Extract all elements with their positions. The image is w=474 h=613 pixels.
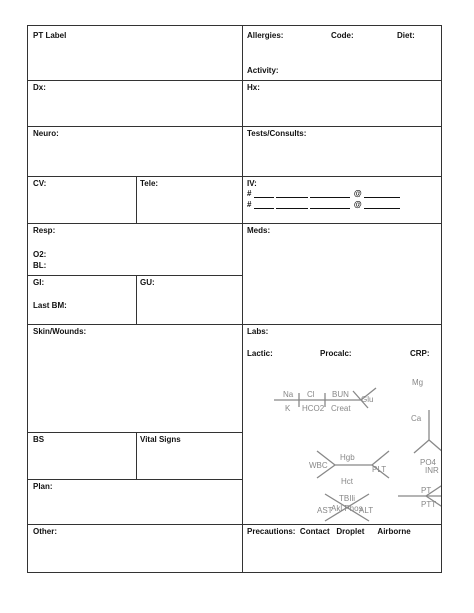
contact-option: Contact: [299, 527, 330, 536]
row-divider: [28, 432, 242, 433]
lab-mg-html: Mg: [412, 378, 424, 387]
column-divider: [136, 275, 137, 324]
iv-at: @: [353, 200, 362, 209]
row-divider: [28, 524, 441, 525]
lab-hco2: HCO2: [302, 404, 325, 413]
bs-field: BS: [33, 435, 45, 444]
dx-field: Dx:: [33, 83, 46, 92]
iv-at: @: [353, 189, 362, 198]
gu-field: GU:: [140, 278, 155, 287]
patient-report-sheet: [27, 25, 442, 573]
lab-pt: PT: [421, 486, 432, 495]
o2-field: O2:: [33, 250, 47, 259]
lab-ptt: PTT: [421, 500, 437, 509]
lactic-field: Lactic:: [247, 349, 273, 358]
column-divider: [136, 432, 137, 479]
lab-wbc: WBC: [309, 461, 328, 470]
row-divider: [28, 126, 441, 127]
lab-glu: Glu: [361, 395, 374, 404]
cv-field: CV:: [33, 179, 47, 188]
precautions-line: [247, 527, 411, 536]
lab-hgb: Hgb: [340, 453, 355, 462]
iv-line-2: [247, 200, 402, 209]
lab-alt: ALT: [359, 506, 374, 515]
labs-field: Labs:: [247, 327, 269, 336]
last-bm-field: Last BM:: [33, 301, 67, 310]
other-field: Other:: [33, 527, 57, 536]
vital-signs-field: Vital Signs: [140, 435, 181, 444]
lab-k: K: [285, 404, 291, 413]
column-divider: [136, 176, 137, 223]
skin-wounds-field: Skin/Wounds:: [33, 327, 87, 336]
tele-field: Tele:: [140, 179, 159, 188]
procalc-field: Procalc:: [320, 349, 352, 358]
neuro-field: Neuro:: [33, 129, 59, 138]
airborne-option: Airborne: [377, 527, 411, 536]
iv-hash: #: [247, 200, 252, 209]
lab-po4: PO4: [420, 458, 437, 467]
plan-field: Plan:: [33, 482, 53, 491]
row-divider: [28, 176, 441, 177]
lab-ast: AST: [317, 506, 333, 515]
allergies-field: Allergies:: [247, 31, 284, 40]
droplet-option: Droplet: [336, 527, 365, 536]
row-divider: [28, 479, 242, 480]
iv-hash: #: [247, 189, 252, 198]
lab-akl-phos-html: Akl Phos: [331, 504, 363, 513]
pt-label-field: PT Label: [33, 31, 67, 40]
iv-field: IV:: [247, 179, 257, 188]
lab-bun: BUN: [332, 390, 349, 399]
precautions-label: Precautions:: [247, 527, 296, 536]
lab-na: Na: [283, 390, 294, 399]
row-divider: [28, 80, 441, 81]
bl-field: BL:: [33, 261, 47, 270]
diet-field: Diet:: [397, 31, 415, 40]
row-divider: [28, 223, 441, 224]
lab-tbili: TBIli: [339, 494, 355, 503]
lab-cl: Cl: [307, 390, 315, 399]
row-divider: [28, 324, 441, 325]
crp-field: CRP:: [410, 349, 430, 358]
lab-plt: PLT: [372, 465, 387, 474]
meds-field: Meds:: [247, 226, 271, 235]
lab-creat: Creat: [331, 404, 351, 413]
code-field: Code:: [331, 31, 354, 40]
lab-inr-html: INR: [425, 466, 439, 475]
hx-field: Hx:: [247, 83, 260, 92]
row-divider: [28, 275, 242, 276]
tests-consults-field: Tests/Consults:: [247, 129, 307, 138]
iv-line-1: [247, 189, 402, 198]
lab-ca: Ca: [411, 414, 422, 423]
activity-field: Activity:: [247, 66, 279, 75]
gi-field: GI:: [33, 278, 45, 287]
lab-hct: Hct: [341, 477, 353, 486]
resp-field: Resp:: [33, 226, 56, 235]
